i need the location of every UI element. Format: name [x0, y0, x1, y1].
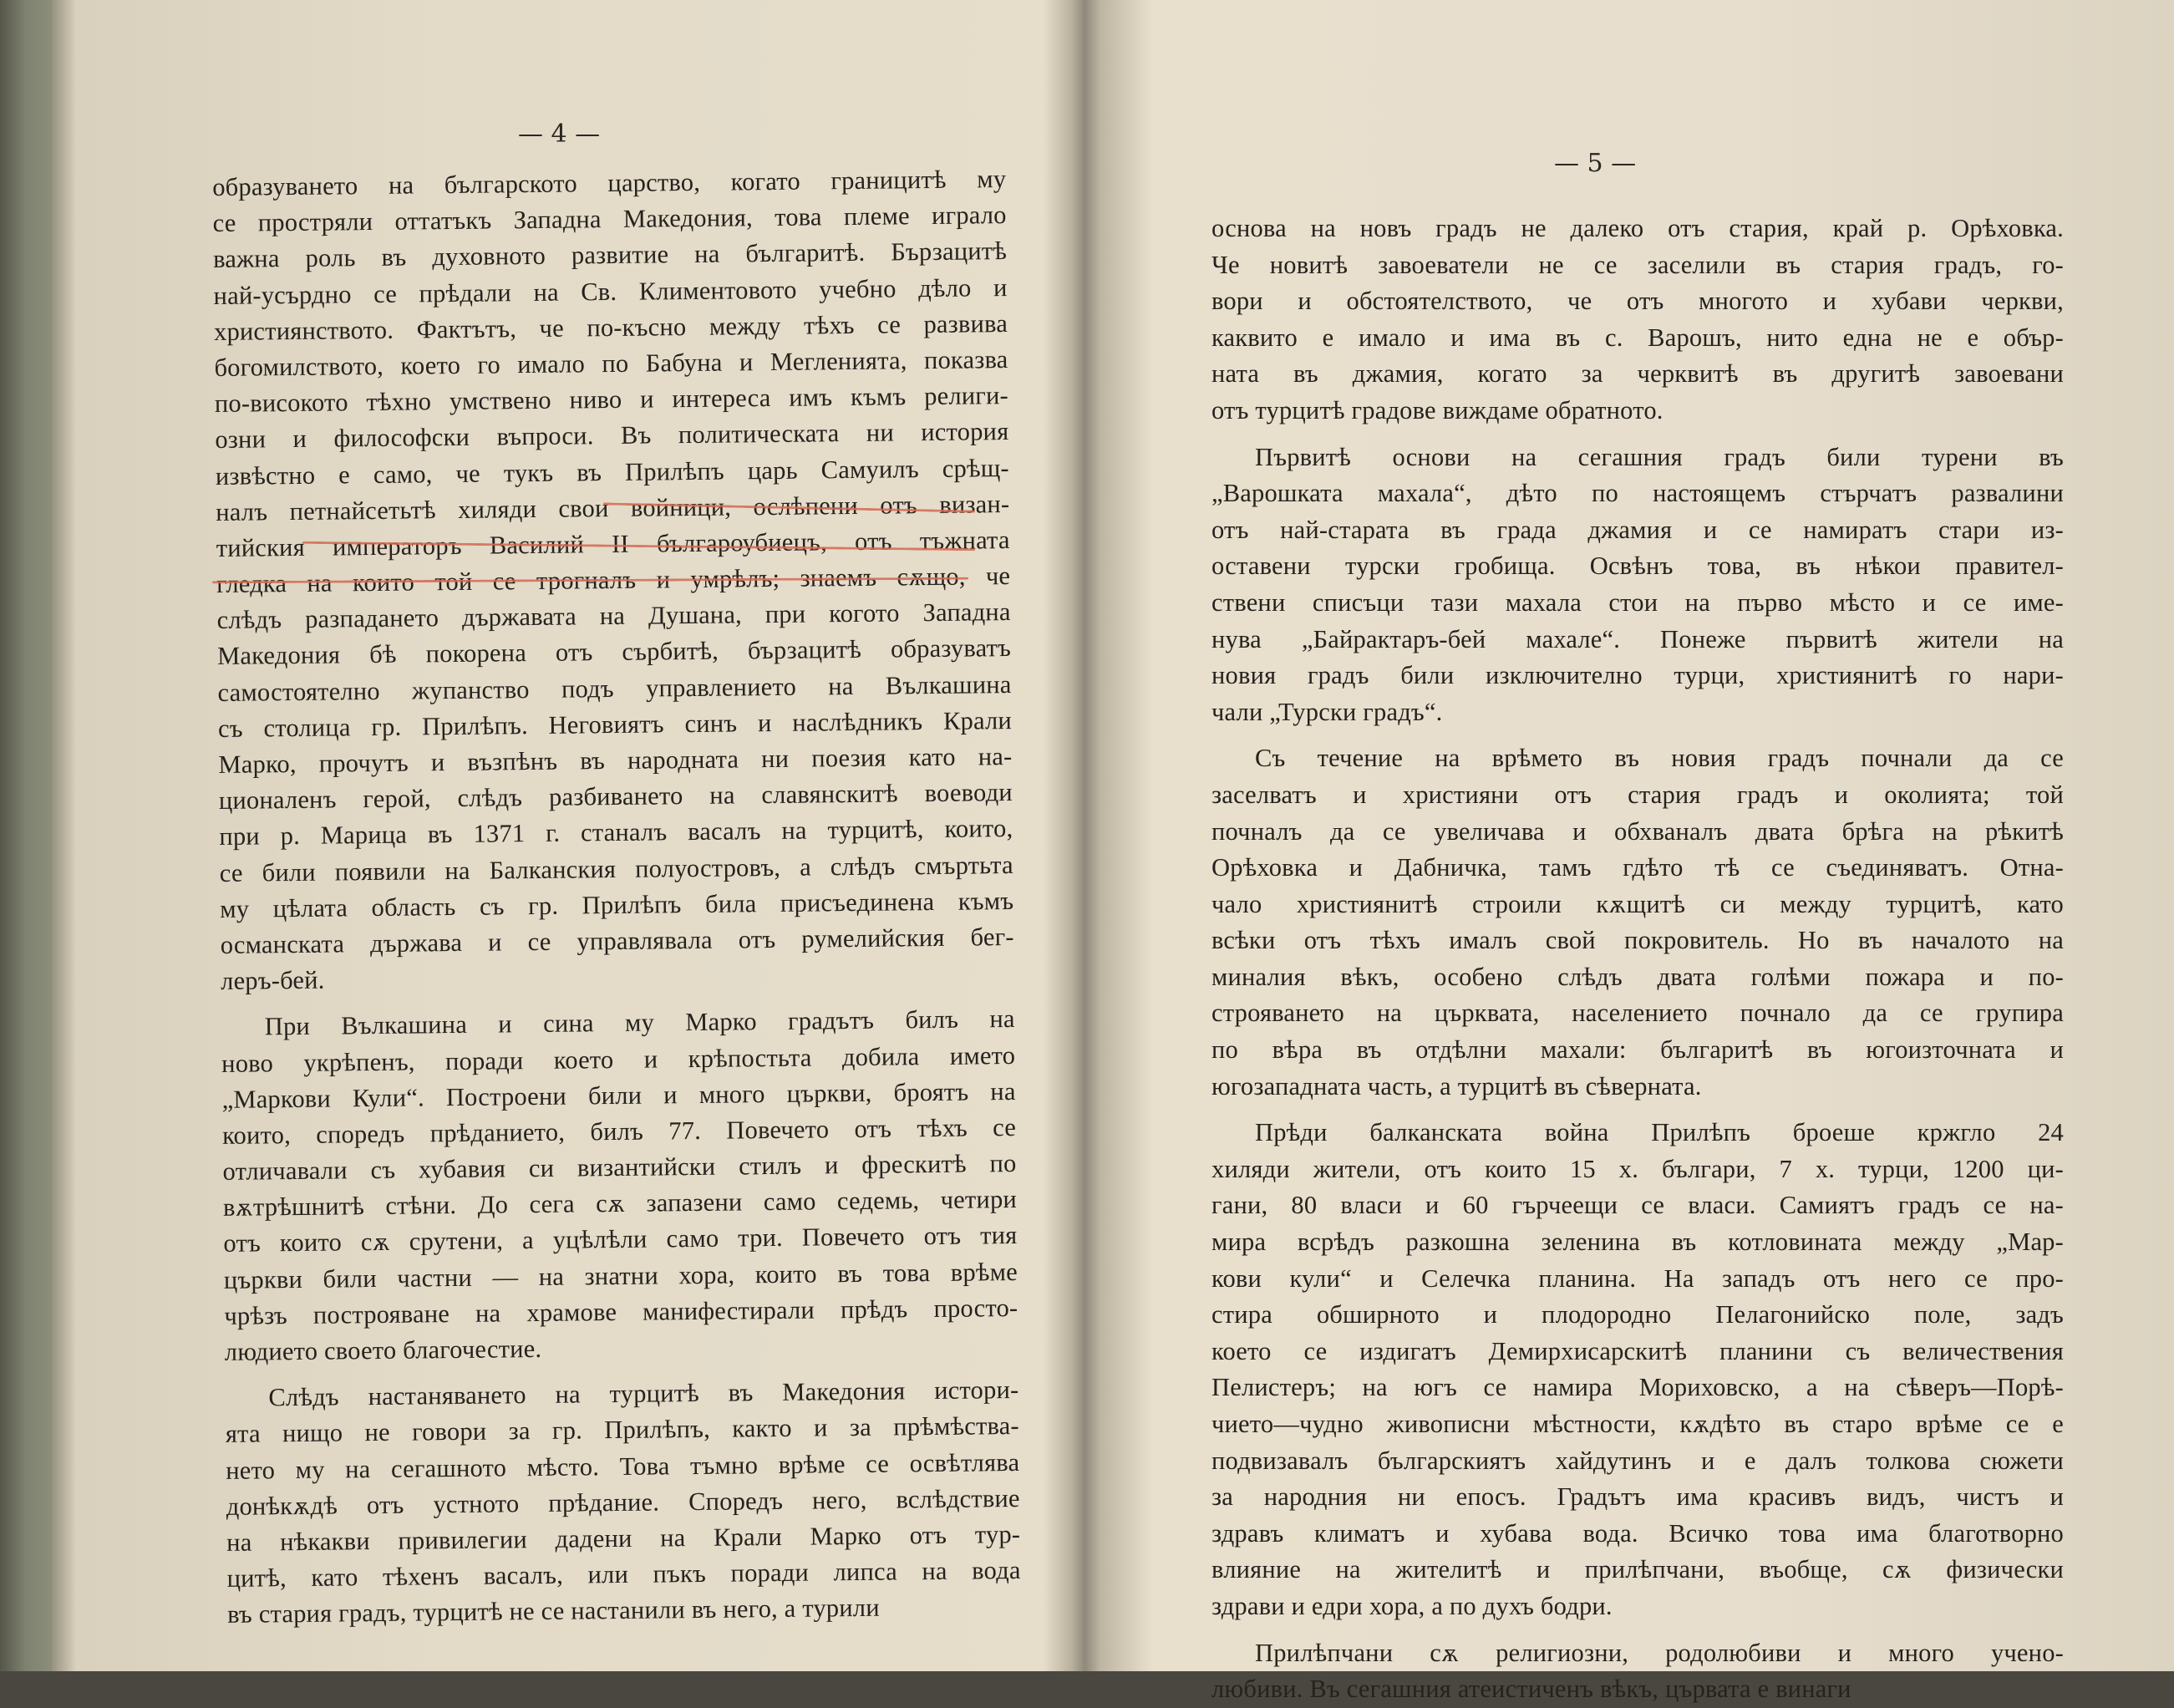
text-line: Че новитѣ завоеватели не се заселили въ стария градъ, го-	[1211, 250, 2064, 279]
text-line: ствени списъци тази махала стои на първо мѣсто и се име-	[1211, 587, 2064, 617]
text-line: слѣдъ разпадането държавата на Душана, при когото Западна	[216, 597, 1011, 635]
text-line: гледка на които той се трогналъ и умрѣлъ; знаемъ сѫщо, че	[216, 562, 1011, 599]
text-line: здрави и едри хора, а по духъ бодри.	[1211, 1591, 1613, 1620]
text-line: ята нищо не говори за гр. Прилѣпъ, както и за прѣмѣства-	[225, 1411, 1019, 1449]
page-text	[1211, 211, 2064, 1708]
text-line: на нѣкакви привилегии дадени на Крали Марко отъ тур-	[226, 1519, 1021, 1557]
text-line: стира обширното и плодородно Пелагонийско поле, задъ	[1211, 1300, 2064, 1329]
text-line: гани, 80 власи и 60 гърчеещи се власи. Самиятъ градъ се на-	[1211, 1191, 2064, 1220]
text-line: което се издигатъ Демирхисарскитѣ планини съ величествения	[1211, 1336, 2064, 1365]
text-line: вѫтрѣшнитѣ стѣни. До сега сѫ запазени само седемь, четири	[222, 1185, 1018, 1223]
text-line: основа на новъ градъ не далеко отъ стария, край р. Орѣховка.	[1211, 214, 2064, 242]
text-line: Първитѣ основи на сегашния градъ били турени въ	[1255, 442, 2064, 471]
text-line: му цѣлата область съ гр. Прилѣпъ била присъединена къмъ	[220, 886, 1014, 923]
text-line: мира всрѣдъ разкошна зеленина въ котловината между „Мар-	[1211, 1228, 2064, 1257]
text-line: се били появили на Балканския полуостровъ, а слѣдъ смъртьта	[219, 850, 1013, 887]
text-line: Слѣдъ настаняването на турцитѣ въ Македония истори-	[268, 1375, 1019, 1412]
text-line: при р. Марица въ 1371 г. станалъ васалъ на турцитѣ, които,	[219, 814, 1013, 851]
text-line: извѣстно е само, че тукъ въ Прилѣпъ царь Самуилъ срѣщ-	[215, 453, 1009, 491]
text-line: людието своето благочестие.	[224, 1334, 542, 1366]
text-line: които, споредъ прѣданието, билъ 77. Повечето отъ тѣхъ се	[221, 1112, 1017, 1150]
text-line: най-усърдно се прѣдали на Св. Климентовото учебно дѣло и	[213, 272, 1008, 310]
page-text	[212, 161, 1021, 1633]
text-line: Орѣховка и Дабничка, тамъ гдѣто тѣ се съединяватъ. Отна-	[1211, 853, 2064, 882]
text-line: Марко, прочутъ и възпѣнъ въ народната ни поезия като на-	[218, 742, 1013, 779]
text-line: почналъ да се увеличава и обхваналъ двата брѣга на рѣкитѣ	[1211, 816, 2064, 846]
page-number: — 5 —	[1554, 149, 1637, 178]
text-line: кови кули“ и Селечка планина. На западъ отъ него се про-	[1211, 1263, 2064, 1293]
text-line: въ стария градъ, турцитѣ не се настанили въ него, а турили	[226, 1594, 880, 1629]
text-line: ново укрѣпенъ, поради което и крѣпостьта добила името	[221, 1040, 1016, 1078]
text-line: каквито е имало и има въ с. Варошъ, нито една не е обър-	[1211, 323, 2064, 352]
text-line: самостоятелно жупанство подъ управлението на Вълкашина	[217, 669, 1012, 707]
text-line: вори и обстоятелството, че отъ многото и хубави черкви,	[1211, 287, 2064, 316]
text-line: нува „Байрактаръ-бей махале“. Понеже първитѣ жители на	[1211, 624, 2064, 653]
text-line: по вѣра въ отдѣлни махали: българитѣ въ югоизточната и	[1211, 1035, 2064, 1065]
text-line: богомилството, което го имало по Бабуна и Мегленията, показва	[214, 344, 1008, 382]
text-line: югозападната часть, а турцитѣ въ сѣверната.	[1211, 1071, 1702, 1101]
text-line: налъ петнайсетьтѣ хиляди свои войници, ослѣпени отъ визан-	[216, 489, 1010, 526]
text-line: се простряли оттатъкъ Западна Македония, това племе играло	[212, 201, 1007, 238]
text-line: важна роль въ духовното развитие на българитѣ. Бързацитѣ	[212, 236, 1008, 274]
text-line: заселватъ и християни отъ стария градъ и околията; той	[1211, 780, 2064, 809]
text-line: „Варошката махала“, дѣто по настоящемъ стърчатъ развалини	[1211, 479, 2064, 508]
text-line: цитѣ, като тѣхенъ васалъ, или пъкъ поради липса на вода	[226, 1556, 1021, 1594]
text-line: „Маркови Кули“. Построени били и много църкви, броятъ на	[221, 1076, 1016, 1114]
text-line: отличавали съ хубавия си византийски стилъ и фрескитѣ по	[222, 1149, 1017, 1186]
text-line: Пелистеръ; на югъ се намира Мориховско, а на сѣверъ—Порѣ-	[1211, 1373, 2064, 1402]
left-page	[52, 0, 1069, 1671]
text-line: всѣки отъ тѣхъ ималъ свой покровитель. Но въ началото на	[1211, 926, 2064, 955]
text-line: миналия вѣкъ, особено слѣдъ двата голѣми пожара и по-	[1211, 962, 2064, 991]
right-page	[1071, 0, 2174, 1704]
text-line: нето му на сегашното мѣсто. Това тъмно врѣме се освѣтлява	[226, 1447, 1020, 1485]
text-line: тийския императоръ Василий II българоубиецъ, отъ тъжната	[216, 525, 1010, 562]
text-line: Прилѣпчани сѫ религиозни, родолюбиви и много учено-	[1255, 1638, 2064, 1667]
text-line: оставени турски гробища. Освѣнъ това, въ нѣкои правител-	[1211, 552, 2064, 581]
text-line: озни и философски въпроси. Въ политическата ни история	[215, 417, 1009, 455]
text-line: влияние на жителитѣ и прилѣпчани, въобще, сѫ физически	[1211, 1555, 2064, 1584]
text-line: леръ-бей.	[220, 965, 325, 996]
text-line: отъ които сѫ срутени, а уцѣлѣли само три. Повечето отъ тия	[223, 1221, 1018, 1258]
text-line: подвизавалъ българскиятъ хайдутинъ и е далъ толкова сюжети	[1211, 1446, 2064, 1475]
text-line: отъ турцитѣ градове виждаме обратното.	[1211, 395, 1664, 424]
text-line: новия градъ били изключително турци, християнитѣ го нари-	[1211, 661, 2064, 690]
text-line: отъ най-старата въ града джамия и се намиратъ стари из-	[1211, 515, 2064, 544]
text-line: образуването на българското царство, когато границитѣ му	[212, 165, 1007, 201]
text-line: християнството. Фактътъ, че по-късно между тѣхъ се развива	[213, 308, 1008, 346]
text-line: хиляди жители, отъ които 15 х. българи, 7 х. турци, 1200 ци-	[1211, 1154, 2064, 1183]
text-line: чрѣзъ построяване на храмове манифестирали прѣдъ просто-	[224, 1293, 1018, 1330]
text-line: чали „Турски градъ“.	[1211, 697, 1443, 726]
text-line: донѣкѫдѣ отъ устното прѣдание. Споредъ него, вслѣдствие	[226, 1483, 1020, 1521]
text-line: по-високото тѣхно умствено ниво и интереса имъ къмъ религи-	[214, 381, 1009, 419]
text-line: строяването на църквата, населението почнало да се групира	[1211, 999, 2064, 1028]
text-line: Съ течение на врѣмето въ новия градъ почнали да се	[1255, 744, 2064, 773]
text-line: Македония бѣ покорена отъ сърбитѣ, бързацитѣ образуватъ	[216, 633, 1012, 671]
text-line: съ столица гр. Прилѣпъ. Неговиятъ синъ и наслѣдникъ Крали	[217, 705, 1013, 743]
text-line: чало християнитѣ строили кѫщитѣ си между турцитѣ, като	[1211, 889, 2064, 918]
book-cover-edge	[0, 0, 52, 1671]
text-line: чието—чудно живописни мѣстности, кѫдѣто въ старо врѣме се е	[1211, 1410, 2064, 1438]
text-line: Прѣди балканската война Прилѣпъ броеше кржгло 24	[1255, 1118, 2064, 1147]
text-line: здравъ климатъ и хубава вода. Всичко това има благотворно	[1211, 1518, 2064, 1548]
text-line: ционаленъ герой, слѣдъ разбиването на славянскитѣ воеводи	[218, 778, 1013, 816]
text-line: ната въ джамия, когато за черквитѣ въ другитѣ завоевани	[1211, 359, 2064, 389]
text-line: При Вълкашина и сина му Марко градътъ билъ на	[264, 1004, 1015, 1041]
text-line: османската държава и се управлявала отъ румелийския бег-	[220, 922, 1014, 959]
text-line: за народния ни епосъ. Градътъ има красивъ видъ, чистъ и	[1211, 1482, 2064, 1512]
text-line: църкви били частни — на знатни хора, които въ това врѣме	[223, 1257, 1018, 1294]
page-number: — 4 —	[518, 119, 601, 149]
text-line: любиви. Въ сегашния атеистиченъ вѣкъ, цървата е винаги	[1211, 1675, 1851, 1704]
